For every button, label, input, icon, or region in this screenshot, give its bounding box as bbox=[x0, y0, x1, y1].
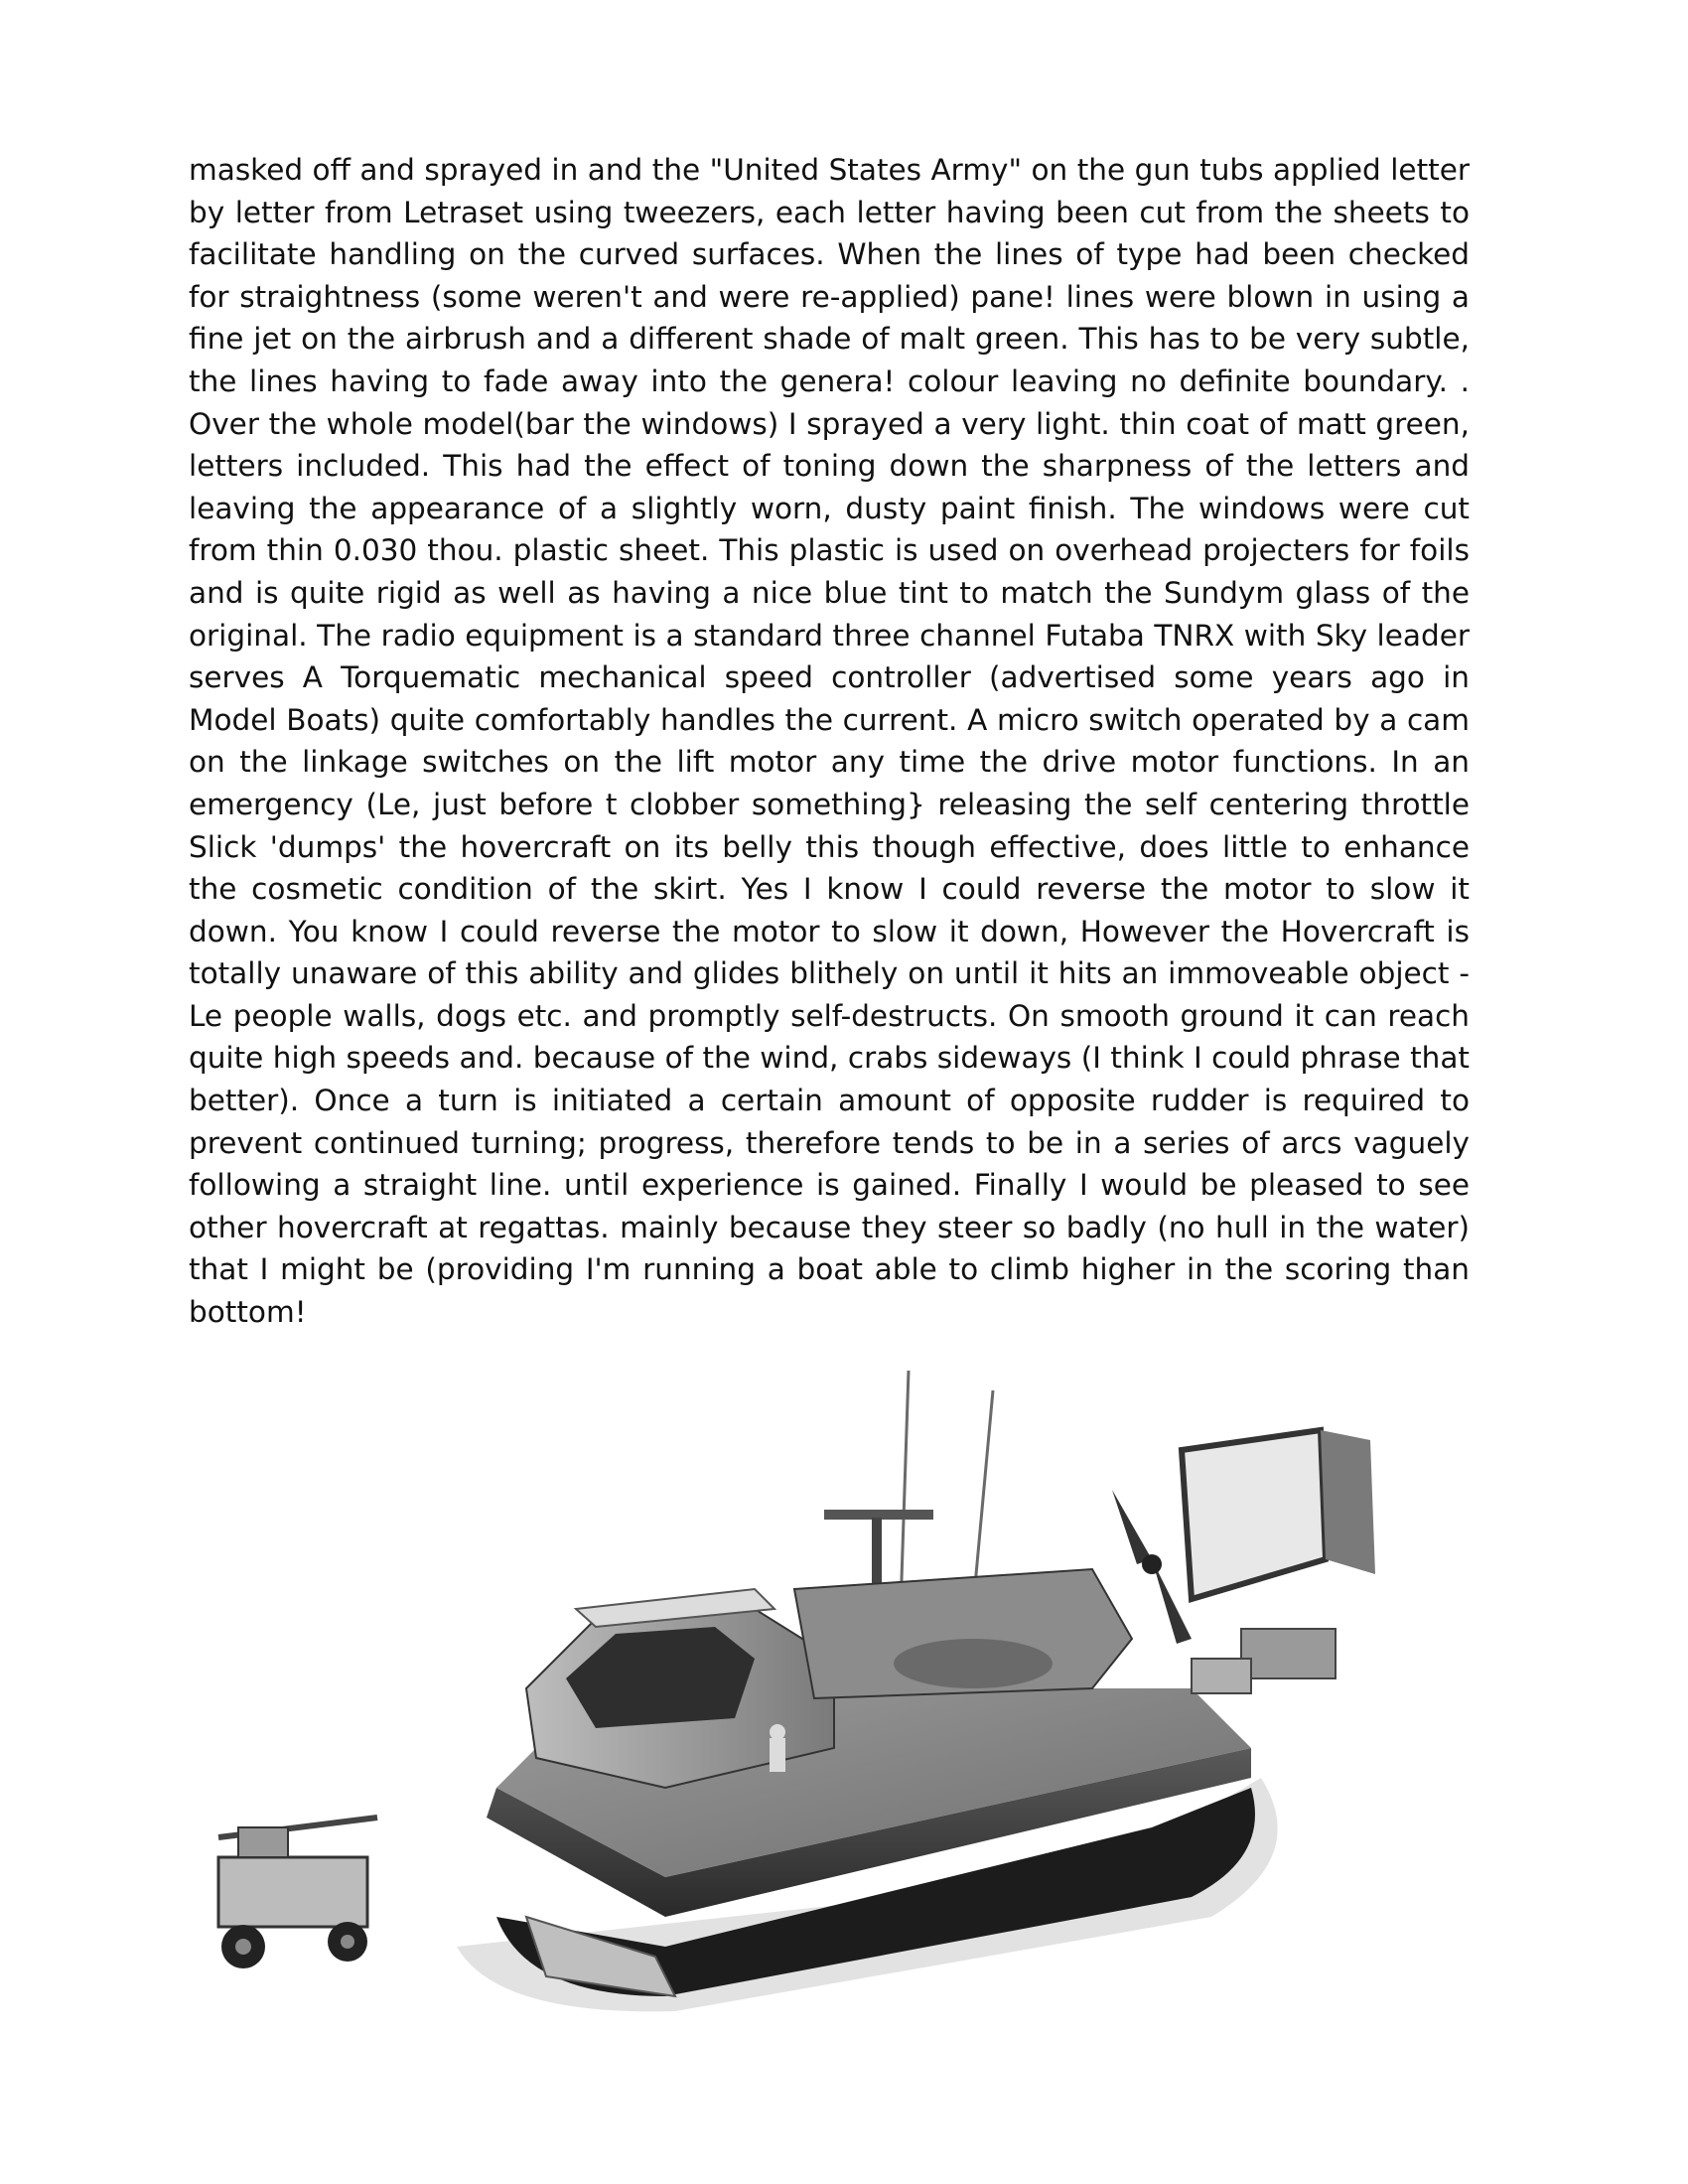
hovercraft-illustration bbox=[199, 1361, 1470, 2056]
hovercraft-model-photo bbox=[199, 1361, 1470, 2056]
propeller-hub bbox=[1142, 1554, 1162, 1574]
antenna-left bbox=[901, 1371, 909, 1609]
crew-figure-head bbox=[770, 1724, 785, 1740]
propeller-blade-a bbox=[1112, 1490, 1152, 1564]
deck-box-2 bbox=[1192, 1659, 1251, 1693]
gun-tub bbox=[894, 1639, 1053, 1688]
fan-duct-side bbox=[1321, 1430, 1375, 1574]
crew-figure bbox=[770, 1738, 785, 1772]
fan-duct-frame bbox=[1182, 1430, 1326, 1599]
small-vehicle-model bbox=[218, 1818, 377, 1968]
deck-box-1 bbox=[1241, 1629, 1336, 1678]
article-body-text: masked off and sprayed in and the "United States Army" on the gun tubs applied letter by letter from Letraset using tweezers, each letter having been cut from the sheets to facilitate handling on the curved surfaces. When the lines of type had been checked for straightness (some weren't and were re-applied) pane! lines were blown in using a fine jet on the airbrush and a different shade of malt green. This has to be very subtle, the lines having to fade away into the genera! colour leaving no definite boundary. . Over the whole model(bar the windows) I sprayed a very light. thin coat of matt green, letters included. This had the effect of toning down the sharpness of the letters and leaving the appearance of a slightly worn, dusty paint finish. The windows were cut from thin 0.030 thou. plastic sheet. This plastic is used on overhead projecters for foils and is quite rigid as well as having a nice blue tint to match the Sundym glass of the original. The radio equipment is a standard three channel Futaba TNRX with Sky leader serves A Torquematic mechanical speed controller (advertised some years ago in Model Boats) quite comfortably handles the current. A micro switch operated by a cam on the linkage switches on the lift motor any time the drive motor functions. In an emergency (Le, just before t clobber something} releasing the self centering throttle Slick 'dumps' the hovercraft on its belly this though effective, does little to enhance the cosmetic condition of the skirt. Yes I know I could reverse the motor to slow it down. You know I could reverse the motor to slow it down, However the Hovercraft is totally unaware of this ability and glides blithely on until it hits an immoveable object - Le people walls, dogs etc. and promptly self-destructs. On smooth ground it can reach quite high speeds and. because of the wind, crabs sideways (I think I could phrase that better). Once a turn is initiated a certain amount of opposite rudder is required to prevent continued turning; progress, therefore tends to be in a series of arcs vaguely following a straight line. until experience is gained. Finally I would be pleased to see other hovercraft at regattas. mainly because they steer so badly (no hull in the water) that I might be (providing I'm running a boat able to climb higher in the scoring than bottom! bbox=[189, 153, 1470, 1330]
